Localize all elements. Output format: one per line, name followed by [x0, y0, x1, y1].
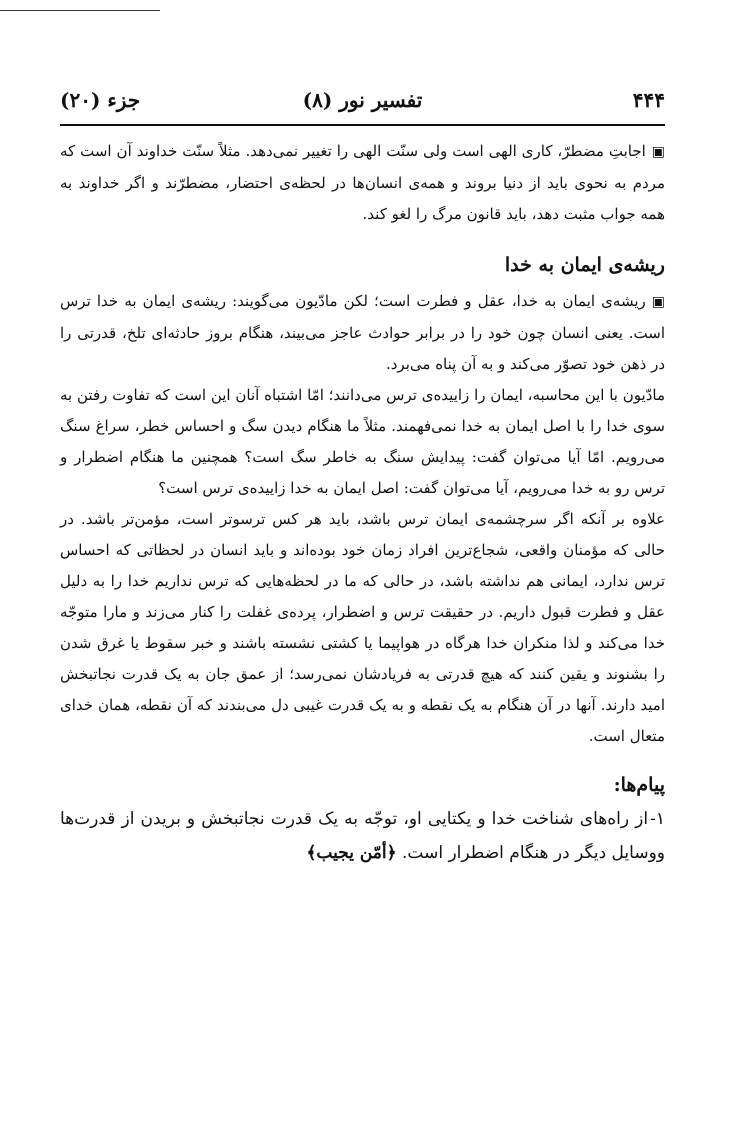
- book-title: تفسیر نور (۸): [302, 88, 423, 112]
- section-heading: ریشه‌ی ایمان به خدا: [504, 254, 665, 276]
- message-1: [60, 802, 665, 870]
- intro-paragraph: [60, 136, 665, 230]
- section-paragraph-1-text: ریشه‌ی ایمان به خدا، عقل و فطرت است؛ لکن مادّیون می‌گویند: ریشه‌ی ایمان به خدا ترس است. یعنی انسان چون خود را در برابر حوادث عاجز می‌بیند، هنگام بروز حادثه‌ای تلخ، قدرتی را در ذهن خود تصوّر می‌کند و به آن پناه می‌برد.: [60, 292, 665, 373]
- page-body: [60, 136, 665, 870]
- top-rule: [0, 10, 160, 11]
- message-1-quote: ﴿أمّن یجیب﴾: [306, 843, 397, 863]
- page-number: ۴۴۴: [632, 88, 665, 112]
- intro-paragraph-text: اجابتِ مضطرّ، کاری الهی است ولی سنّت الهی را تغییر نمی‌دهد. مثلاً سنّت خداوند آن است که مردم به نحوی باید از دنیا بروند و همه‌ی انسان‌ها در لحظه‌ی احتضار، مضطرّند و اگر خداوند به همه جواب مثبت دهد، باید قانون مرگ را لغو کند.: [60, 142, 665, 223]
- part-label: جزء (۲۰): [60, 88, 141, 112]
- messages-heading: پیام‌ها:: [613, 774, 665, 796]
- message-1-number: ۱-: [650, 809, 665, 829]
- page-header: [60, 88, 665, 126]
- section-paragraph-3: علاوه بر آنکه اگر سرچشمه‌ی ایمان ترس باشد، باید هر کس ترسوتر است، مؤمن‌تر باشد. در حالی که مؤمنان واقعی، شجاع‌ترین افراد زمان خود بوده‌اند و باید انسان در لحظاتی که احساس ترس ندارد، ایمانی هم نداشته باشد، در حالی که ما در لحظه‌هایی که ترس نداریم خدا را به دلیل عقل و فطرت قبول داریم. در حقیقت ترس و اضطرار، پرده‌ی غفلت را کنار می‌زند و مارا متوجّه خدا می‌کند و لذا منکران خدا هرگاه در هواپیما یا کشتی نشسته باشند و خبر سقوط یا غرق شدن را بشنوند و یقین کنند که هیچ قدرتی به فریادشان نمی‌رسد؛ از عمق جان به یک قدرت نجاتبخش امید دارند. آنها در آن هنگام به یک نقطه و به یک قدرت غیبی دل می‌بندند که آن نقطه، همان خدای متعال است.: [60, 510, 666, 745]
- section-paragraph-1: [60, 286, 665, 380]
- section-paragraph-2: مادّیون با این محاسبه، ایمان را زاییده‌ی ترس می‌دانند؛ امّا اشتباه آنان این است که تفاوت رفتن به سوی خدا را با اصل ایمان به خدا نمی‌فهمند. مثلاً ما هنگام دیدن سگ و احساس خطر، سراغ سنگ می‌رویم. امّا آیا می‌توان گفت: پیدایش سنگ به خاطر سگ است؟ همچنین ما هنگام اضطرار و ترس رو به خدا می‌رویم، آیا می‌توان گفت: اصل ایمان به خدا زاییده‌ی ترس است؟: [60, 386, 665, 497]
- message-1-text: از راه‌های شناخت خدا و یکتایی او، توجّه به یک قدرت نجاتبخش و بریدن از قدرت‌ها ووسایل دیگر در هنگام اضطرار است.: [60, 809, 665, 863]
